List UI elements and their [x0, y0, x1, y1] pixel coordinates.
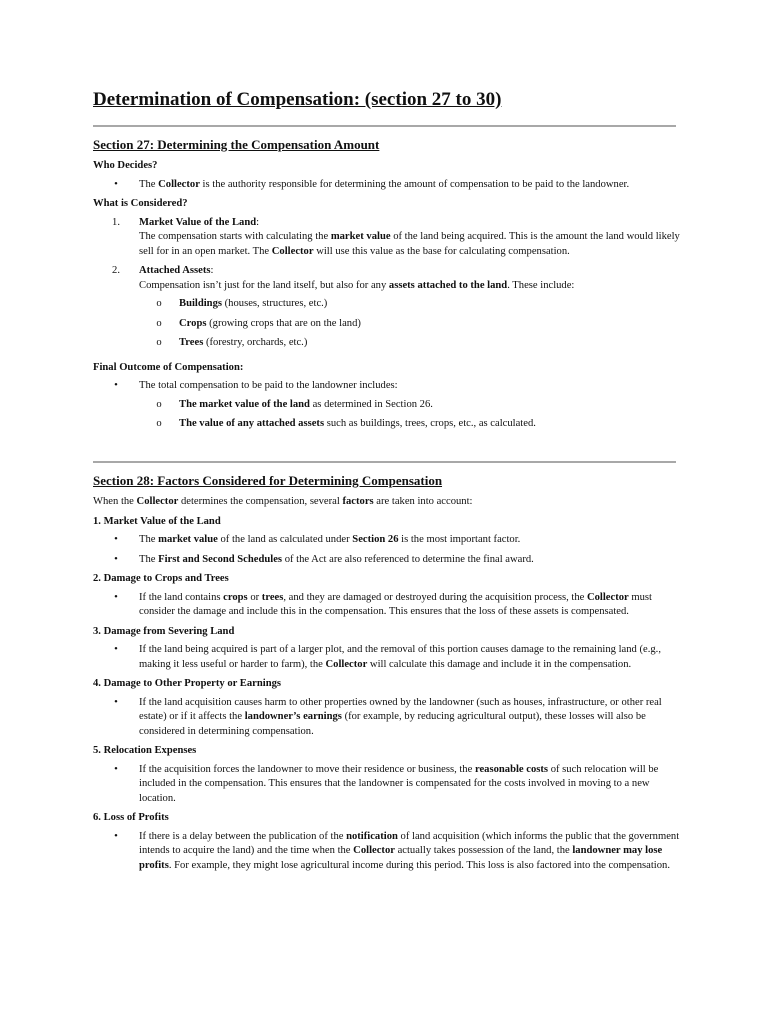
sub-list-item: o Crops (growing crops that are on the land): [156, 317, 361, 329]
factor-heading: 2. Damage to Crops and Trees: [93, 573, 229, 584]
list-item: 1. Market Value of the Land: The compensation starts with calculating the market value of the land being acquired. This is the amount the land would likely sell for in an open market. The Collector will use this value as the base for calculating compensation.: [112, 216, 680, 257]
what-considered-heading: What is Considered?: [93, 198, 188, 209]
divider: [93, 125, 676, 127]
sub-list-item: o Trees (forestry, orchards, etc.): [156, 337, 308, 348]
list-item: • If there is a delay between the publication of the notification of land acquisition (which informs the public that the government intends to acquire the land) and the time when the Collector actually takes possession of the land, the landowner may lose profits. For example, they might lose agricultural income during this period. This loss is also factored into the compensation.: [114, 830, 680, 871]
document-title: Determination of Compensation: (section 27 to 30): [93, 89, 502, 110]
considered-list: [93, 216, 683, 356]
section-28: [93, 472, 683, 878]
factor-heading: 6. Loss of Profits: [93, 812, 169, 823]
list-item: • The Collector is the authority responsible for determining the amount of compensation to be paid to the landowner.: [93, 178, 683, 193]
list-item: • The total compensation to be paid to the landowner includes: o The market value of the land as determined in Section 26. o The value of any attached assets such as buildings, trees, crops, etc., as calculated.: [93, 379, 683, 437]
sub-list-item: o The market value of the land as determined in Section 26.: [156, 398, 433, 410]
list-item: • If the land contains crops or trees, and they are damaged or destroyed during the acquisition process, the Collector must consider the damage and include this in the compensation. This ensures that the loss of these assets is compensated.: [114, 591, 652, 617]
bullet-marker: •: [114, 178, 118, 190]
list-item: • If the land being acquired is part of a larger plot, and the removal of this portion causes damage to the remaining land (e.g., making it less useful or harder to farm), the Collector will calculate this damage and include it in the compensation.: [114, 644, 661, 670]
section-27-heading: Section 27: Determining the Compensation Amount: [93, 137, 380, 152]
factor-heading: 5. Relocation Expenses: [93, 745, 197, 756]
final-outcome-heading: Final Outcome of Compensation:: [93, 361, 244, 373]
sub-list-item: o The value of any attached assets such as buildings, trees, crops, etc., as calculated.: [156, 418, 536, 429]
factor-heading: 1. Market Value of the Land: [93, 515, 221, 527]
who-decides-heading: Who Decides?: [93, 160, 158, 171]
list-item: • The market value of the land as calculated under Section 26 is the most important factor.: [114, 534, 521, 545]
list-item: • If the land acquisition causes harm to other properties owned by the landowner (such as houses, infrastructure, or other real estate) or if it affects the landowner’s earnings (for example, by reducing agricultural output), these losses will also be considered in determining compensation.: [114, 696, 662, 737]
divider: [93, 461, 676, 463]
list-item: 2. Attached Assets: Compensation isn’t just for the land itself, but also for any assets attached to the land. These include: o Buildings (houses, structures, etc.) o Crops (growing crops that are on the land) o Trees (forestry, orchards, etc.): [93, 264, 683, 356]
sub-list-item: o Buildings (houses, structures, etc.): [156, 298, 328, 309]
list-item: • The First and Second Schedules of the Act are also referenced to determine the final award.: [114, 553, 534, 565]
section-28-heading: Section 28: Factors Considered for Determining Compensation: [93, 473, 443, 488]
section-28-intro: When the Collector determines the compensation, several factors are taken into account:: [93, 496, 473, 507]
section-27: [93, 136, 683, 442]
factor-heading: 4. Damage to Other Property or Earnings: [93, 678, 282, 689]
list-item: • If the acquisition forces the landowner to move their residence or business, the reasonable costs of such relocation will be included in the compensation. This ensures that the landowner is compensated for the costs involved in moving to a new location.: [114, 763, 659, 804]
factor-heading: 3. Damage from Severing Land: [93, 625, 235, 637]
